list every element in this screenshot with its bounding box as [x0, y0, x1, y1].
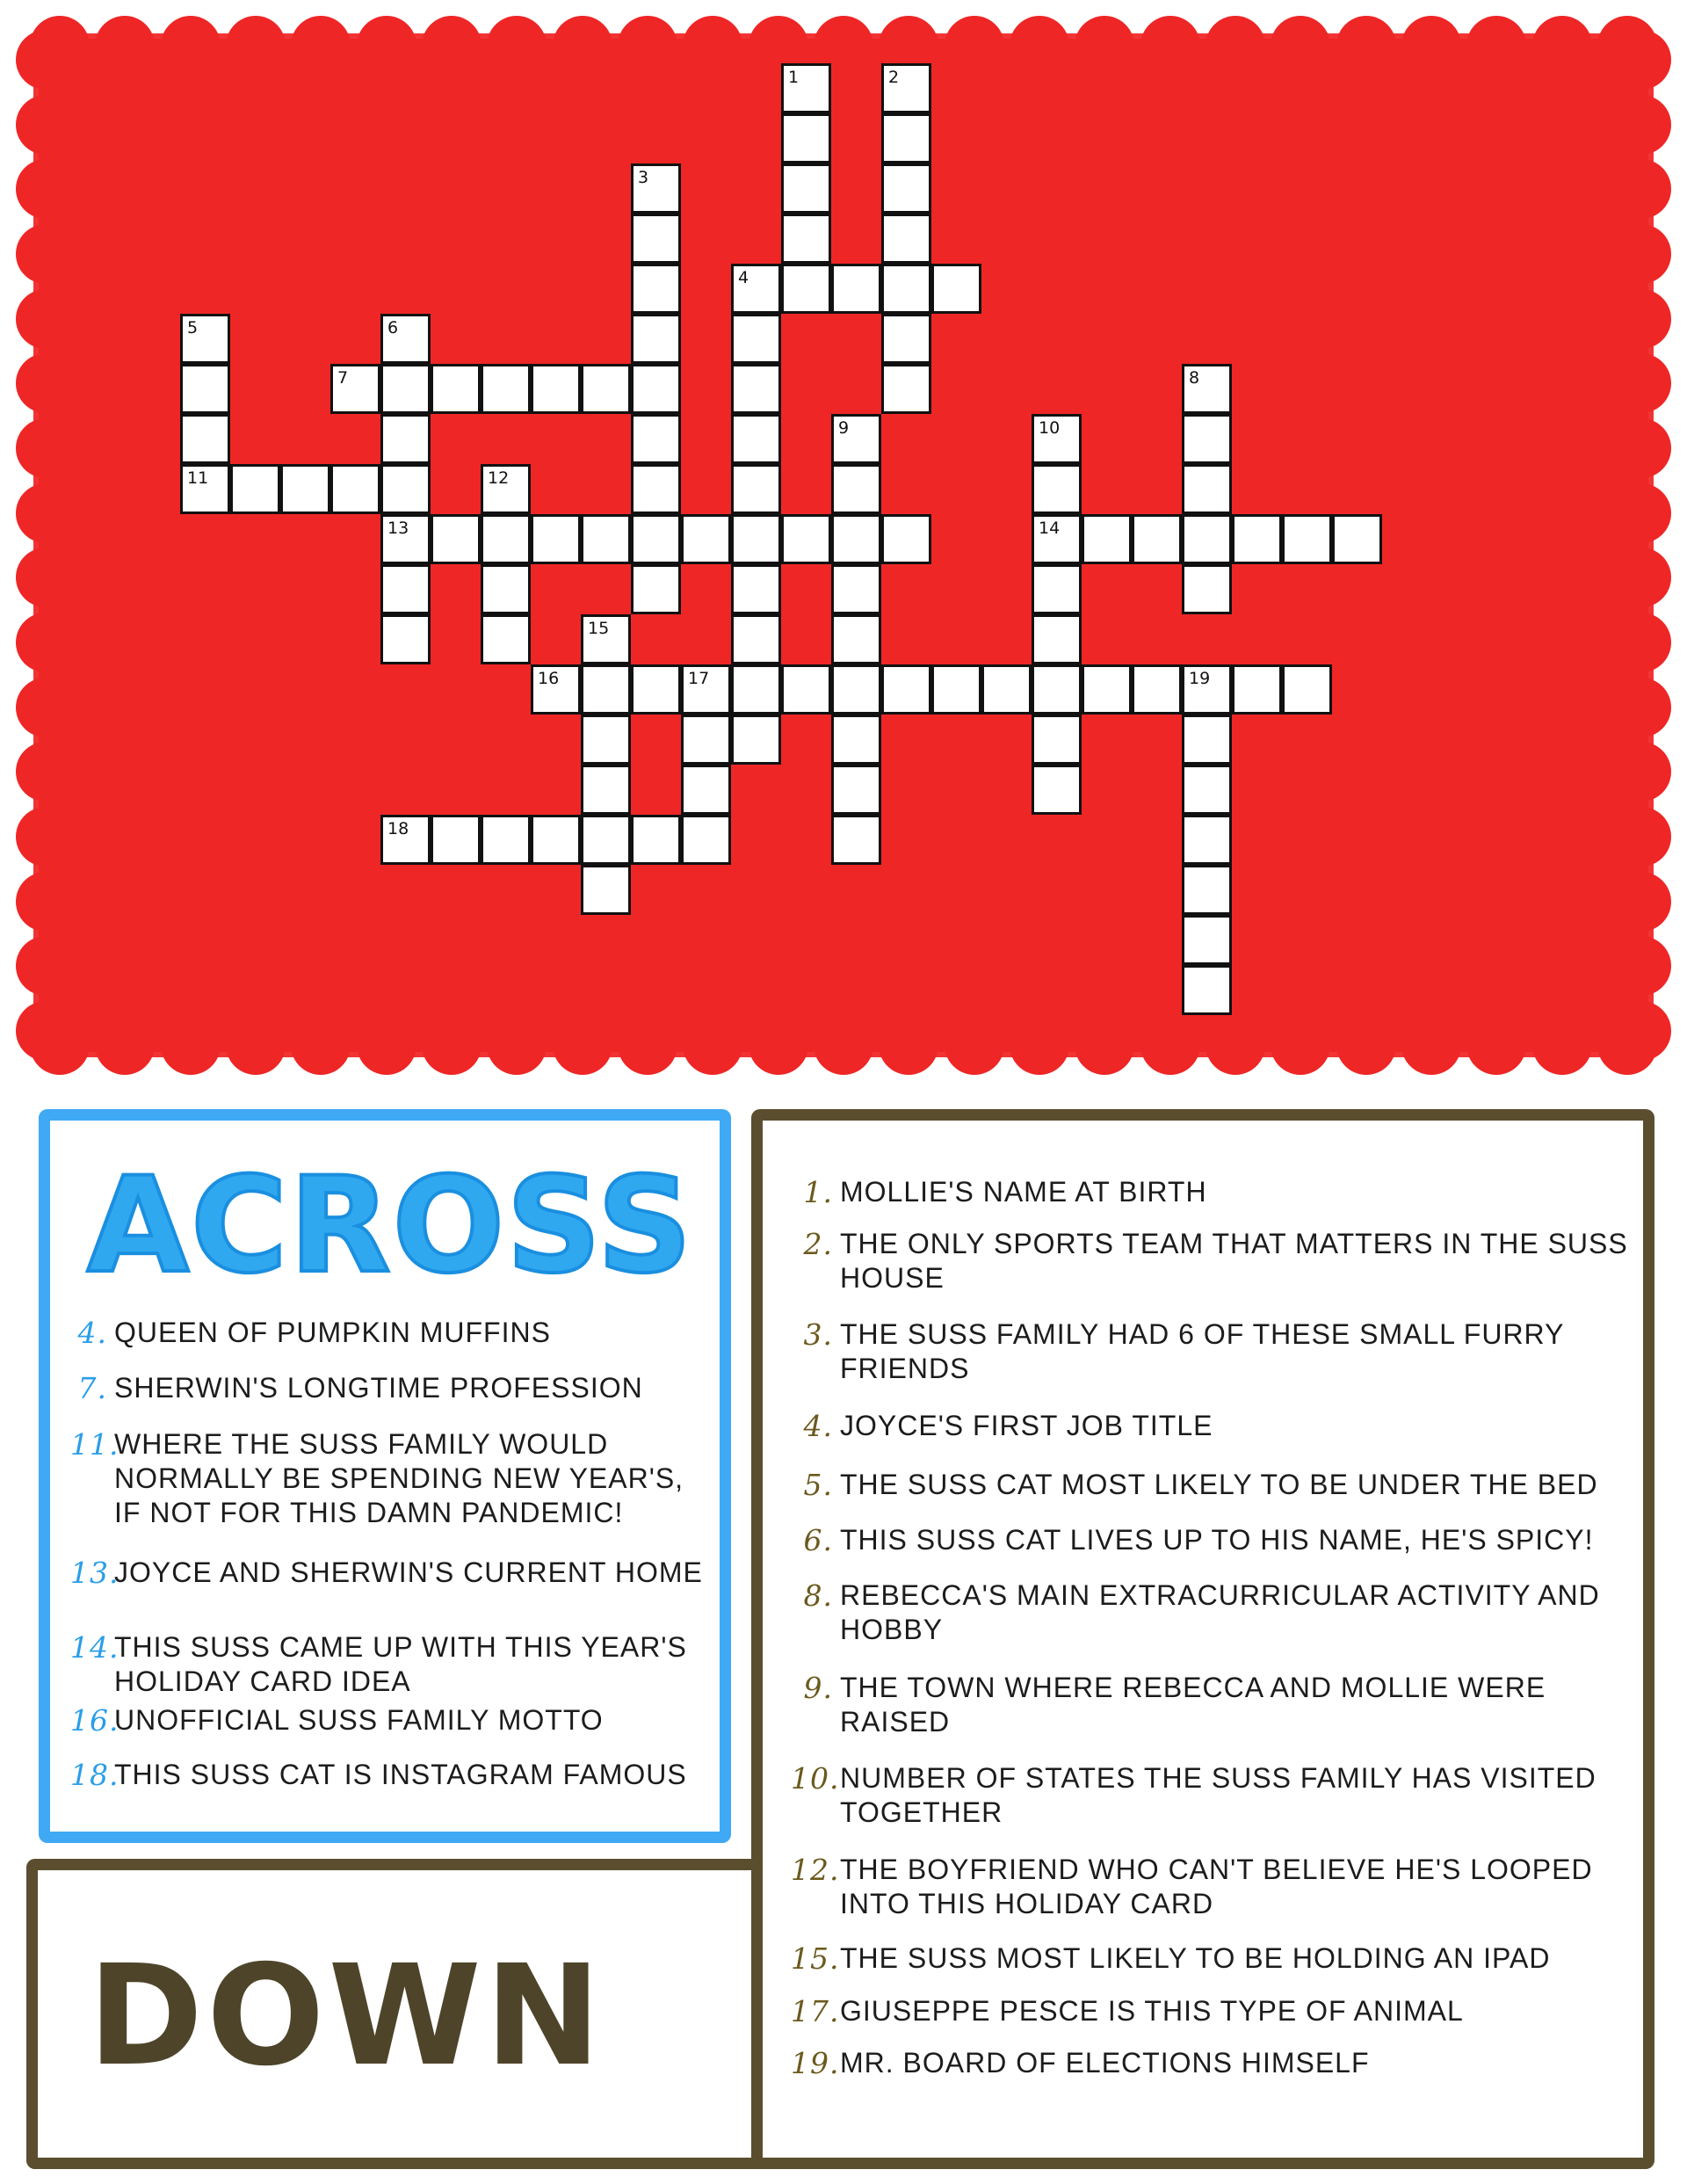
- clue-item: [791, 1994, 1631, 2028]
- crossword-cell[interactable]: [631, 414, 681, 464]
- clue-text: WHERE THE SUSS FAMILY WOULD NORMALLY BE SPENDING NEW YEAR'S, IF NOT FOR THIS DAMN PANDEMIC!: [114, 1428, 684, 1528]
- crossword-cell[interactable]: [481, 614, 531, 664]
- clue-text: THIS SUSS CAME UP WITH THIS YEAR'S HOLIDAY CARD IDEA: [114, 1631, 687, 1697]
- crossword-cell[interactable]: [330, 464, 380, 514]
- clue-number: 2.: [803, 1227, 833, 1261]
- crossword-cell[interactable]: [1182, 664, 1232, 715]
- clue-number: 6.: [803, 1523, 833, 1557]
- cell-number: 14: [1039, 519, 1061, 538]
- crossword-cell[interactable]: [380, 364, 431, 414]
- clue-number: 13.: [70, 1556, 119, 1590]
- cell-number: 11: [187, 468, 209, 488]
- clue-number: 3.: [803, 1317, 833, 1352]
- crossword-cell[interactable]: [531, 664, 581, 715]
- clue-number: 4.: [77, 1316, 107, 1350]
- crossword-cell[interactable]: [731, 514, 781, 564]
- clue-item: [791, 1853, 1631, 1921]
- clue-item: [70, 1703, 703, 1738]
- clue-item: [791, 1523, 1631, 1557]
- clue-text: THE SUSS FAMILY HAD 6 OF THESE SMALL FURRY FRIENDS: [840, 1318, 1564, 1384]
- crossword-cell[interactable]: [931, 664, 981, 715]
- crossword-cell[interactable]: [481, 364, 531, 414]
- crossword-cell[interactable]: [781, 514, 831, 564]
- crossword-cell[interactable]: [831, 564, 881, 614]
- crossword-cell[interactable]: [631, 464, 681, 514]
- crossword-cell[interactable]: [631, 664, 681, 715]
- clue-text: THE TOWN WHERE REBECCA AND MOLLIE WERE RAISED: [840, 1672, 1546, 1738]
- clue-item: [791, 1317, 1631, 1386]
- crossword-cell[interactable]: [681, 514, 731, 564]
- clue-text: JOYCE AND SHERWIN'S CURRENT HOME: [114, 1556, 703, 1588]
- crossword-cell[interactable]: [581, 765, 631, 815]
- clue-item: [791, 1468, 1631, 1502]
- crossword-cell[interactable]: [180, 314, 230, 364]
- crossword-cell[interactable]: [280, 464, 330, 514]
- crossword-cell[interactable]: [831, 464, 881, 514]
- clue-number: 16.: [70, 1703, 119, 1738]
- cell-number: 2: [888, 68, 900, 87]
- crossword-cell[interactable]: [481, 815, 531, 865]
- crossword-cell[interactable]: [631, 364, 681, 414]
- crossword-cell[interactable]: [1032, 514, 1082, 564]
- clue-number: 19.: [791, 2046, 840, 2080]
- crossword-cell[interactable]: [731, 664, 781, 715]
- cell-number: 13: [387, 519, 409, 538]
- cell-number: 7: [337, 368, 349, 388]
- clue-text: THIS SUSS CAT LIVES UP TO HIS NAME, HE'S SPICY!: [840, 1524, 1594, 1556]
- crossword-cell[interactable]: [881, 113, 931, 163]
- crossword-cell[interactable]: [1182, 514, 1232, 564]
- crossword-cell[interactable]: [831, 765, 881, 815]
- clue-item: [70, 1316, 703, 1350]
- crossword-cell[interactable]: [731, 614, 781, 664]
- crossword-cell[interactable]: [631, 264, 681, 314]
- clue-number: 9.: [803, 1671, 833, 1705]
- crossword-grid: [0, 0, 1687, 1063]
- cell-number: 18: [387, 819, 409, 838]
- crossword-cell[interactable]: [1182, 915, 1232, 965]
- crossword-cell[interactable]: [481, 514, 531, 564]
- crossword-cell[interactable]: [881, 214, 931, 264]
- cell-number: 16: [538, 669, 560, 688]
- crossword-cell[interactable]: [1182, 464, 1232, 514]
- crossword-cell[interactable]: [581, 514, 631, 564]
- crossword-cell[interactable]: [1132, 664, 1182, 715]
- cell-number: 19: [1189, 669, 1211, 688]
- cell-number: 8: [1189, 368, 1200, 388]
- crossword-cell[interactable]: [1132, 514, 1182, 564]
- crossword-cell[interactable]: [681, 815, 731, 865]
- crossword-cell[interactable]: [831, 664, 881, 715]
- clue-number: 4.: [803, 1409, 833, 1443]
- cell-number: 15: [588, 619, 610, 638]
- crossword-cell[interactable]: [681, 765, 731, 815]
- crossword-cell[interactable]: [581, 614, 631, 664]
- crossword-cell[interactable]: [1032, 414, 1082, 464]
- crossword-cell[interactable]: [380, 464, 431, 514]
- crossword-cell[interactable]: [781, 264, 831, 314]
- clue-text: THE SUSS CAT MOST LIKELY TO BE UNDER THE BED: [840, 1469, 1598, 1500]
- cell-number: 9: [838, 418, 850, 438]
- crossword-cell[interactable]: [531, 364, 581, 414]
- clue-text: THIS SUSS CAT IS INSTAGRAM FAMOUS: [114, 1759, 687, 1790]
- cell-number: 4: [738, 268, 749, 287]
- clue-item: [70, 1758, 703, 1792]
- crossword-cell[interactable]: [1182, 715, 1232, 765]
- crossword-cell[interactable]: [1182, 965, 1232, 1015]
- clue-number: 18.: [70, 1758, 119, 1792]
- clue-text: NUMBER OF STATES THE SUSS FAMILY HAS VISITED TOGETHER: [840, 1762, 1596, 1828]
- clue-item: [70, 1427, 703, 1530]
- crossword-cell[interactable]: [831, 514, 881, 564]
- cell-number: 12: [488, 468, 510, 488]
- crossword-cell[interactable]: [380, 614, 431, 664]
- clue-item: [791, 1671, 1631, 1739]
- crossword-cell[interactable]: [581, 865, 631, 915]
- crossword-cell[interactable]: [831, 815, 881, 865]
- crossword-cell[interactable]: [1032, 664, 1082, 715]
- clue-text: UNOFFICIAL SUSS FAMILY MOTTO: [114, 1704, 604, 1736]
- crossword-cell[interactable]: [1182, 765, 1232, 815]
- crossword-cell[interactable]: [781, 664, 831, 715]
- crossword-cell[interactable]: [831, 614, 881, 664]
- crossword-cell[interactable]: [1232, 664, 1282, 715]
- crossword-cell[interactable]: [581, 715, 631, 765]
- crossword-cell[interactable]: [431, 514, 481, 564]
- crossword-cell[interactable]: [581, 815, 631, 865]
- crossword-cell[interactable]: [881, 364, 931, 414]
- crossword-cell[interactable]: [380, 414, 431, 464]
- clue-item: [791, 1227, 1631, 1295]
- clue-text: MR. BOARD OF ELECTIONS HIMSELF: [840, 2047, 1370, 2079]
- crossword-cell[interactable]: [881, 264, 931, 314]
- clue-text: QUEEN OF PUMPKIN MUFFINS: [114, 1317, 551, 1348]
- crossword-cell[interactable]: [380, 514, 431, 564]
- crossword-cell[interactable]: [881, 514, 931, 564]
- crossword-cell[interactable]: [631, 163, 681, 214]
- crossword-cell[interactable]: [230, 464, 280, 514]
- crossword-cell[interactable]: [931, 264, 981, 314]
- crossword-cell[interactable]: [330, 364, 380, 414]
- crossword-cell[interactable]: [481, 464, 531, 514]
- clue-text: GIUSEPPE PESCE IS THIS TYPE OF ANIMAL: [840, 1995, 1464, 2027]
- crossword-cell[interactable]: [831, 715, 881, 765]
- cell-number: 6: [387, 318, 399, 337]
- crossword-cell[interactable]: [881, 664, 931, 715]
- crossword-cell[interactable]: [881, 63, 931, 113]
- crossword-cell[interactable]: [1032, 715, 1082, 765]
- crossword-cell[interactable]: [1182, 865, 1232, 915]
- crossword-cell[interactable]: [531, 815, 581, 865]
- crossword-cell[interactable]: [731, 264, 781, 314]
- across-heading: ACROSS: [87, 1150, 694, 1302]
- clue-number: 12.: [791, 1853, 840, 1887]
- crossword-cell[interactable]: [781, 163, 831, 214]
- clue-number: 14.: [70, 1630, 119, 1665]
- cell-number: 17: [688, 669, 710, 688]
- clue-item: [791, 1941, 1631, 1976]
- crossword-cell[interactable]: [180, 414, 230, 464]
- crossword-cell[interactable]: [1032, 464, 1082, 514]
- crossword-cell[interactable]: [681, 715, 731, 765]
- clue-number: 10.: [791, 1761, 840, 1796]
- crossword-cell[interactable]: [731, 715, 781, 765]
- clue-text: SHERWIN'S LONGTIME PROFESSION: [114, 1372, 643, 1404]
- clue-text: MOLLIE'S NAME AT BIRTH: [840, 1176, 1207, 1208]
- clue-text: THE SUSS MOST LIKELY TO BE HOLDING AN IPAD: [840, 1942, 1551, 1974]
- crossword-cell[interactable]: [731, 464, 781, 514]
- crossword-cell[interactable]: [531, 514, 581, 564]
- crossword-cell[interactable]: [1082, 514, 1132, 564]
- crossword-cell[interactable]: [1032, 614, 1082, 664]
- crossword-cell[interactable]: [781, 63, 831, 113]
- crossword-cell[interactable]: [1082, 664, 1132, 715]
- crossword-cell[interactable]: [481, 564, 531, 614]
- crossword-cell[interactable]: [881, 314, 931, 364]
- crossword-cell[interactable]: [731, 564, 781, 614]
- crossword-cell[interactable]: [1032, 564, 1082, 614]
- crossword-cell[interactable]: [180, 464, 230, 514]
- crossword-cell[interactable]: [581, 664, 631, 715]
- clue-number: 7.: [77, 1371, 107, 1405]
- clue-item: [791, 1761, 1631, 1830]
- crossword-cell[interactable]: [881, 163, 931, 214]
- clue-number: 15.: [791, 1941, 840, 1976]
- clue-number: 8.: [803, 1578, 833, 1613]
- crossword-cell[interactable]: [781, 113, 831, 163]
- clue-item: [791, 1578, 1631, 1647]
- down-heading: DOWN: [88, 1935, 605, 2097]
- crossword-cell[interactable]: [1182, 815, 1232, 865]
- crossword-cell[interactable]: [1332, 514, 1382, 564]
- clue-item: [791, 1175, 1631, 1209]
- crossword-cell[interactable]: [631, 314, 681, 364]
- cell-number: 5: [187, 318, 199, 337]
- clue-item: [70, 1371, 703, 1405]
- crossword-cell[interactable]: [380, 564, 431, 614]
- crossword-cell[interactable]: [731, 414, 781, 464]
- crossword-cell[interactable]: [1232, 514, 1282, 564]
- crossword-cell[interactable]: [180, 364, 230, 414]
- clue-number: 5.: [803, 1468, 833, 1502]
- crossword-cell[interactable]: [781, 214, 831, 264]
- crossword-cell[interactable]: [581, 364, 631, 414]
- clue-text: JOYCE'S FIRST JOB TITLE: [840, 1410, 1213, 1441]
- crossword-cell[interactable]: [731, 364, 781, 414]
- cell-number: 1: [788, 68, 800, 87]
- crossword-cell[interactable]: [631, 214, 681, 264]
- crossword-cell[interactable]: [731, 314, 781, 364]
- clue-item: [70, 1556, 703, 1590]
- clue-item: [791, 1409, 1631, 1443]
- cell-number: 3: [638, 168, 649, 187]
- crossword-cell[interactable]: [380, 314, 431, 364]
- crossword-cell[interactable]: [431, 364, 481, 414]
- crossword-cell[interactable]: [1182, 364, 1232, 414]
- clue-text: THE BOYFRIEND WHO CAN'T BELIEVE HE'S LOOPED INTO THIS HOLIDAY CARD: [840, 1854, 1593, 1919]
- crossword-cell[interactable]: [681, 664, 731, 715]
- crossword-cell[interactable]: [431, 815, 481, 865]
- cell-number: 10: [1039, 418, 1061, 438]
- clue-number: 17.: [791, 1994, 840, 2028]
- crossword-cell[interactable]: [1282, 514, 1332, 564]
- crossword-cell[interactable]: [1282, 664, 1332, 715]
- crossword-cell[interactable]: [981, 664, 1032, 715]
- clue-item: [791, 2046, 1631, 2080]
- crossword-cell[interactable]: [1182, 564, 1232, 614]
- crossword-cell[interactable]: [831, 414, 881, 464]
- clue-item: [70, 1630, 703, 1699]
- clue-text: REBECCA'S MAIN EXTRACURRICULAR ACTIVITY AND HOBBY: [840, 1579, 1600, 1645]
- crossword-cell[interactable]: [631, 514, 681, 564]
- crossword-cell[interactable]: [380, 815, 431, 865]
- clue-number: 11.: [70, 1427, 119, 1462]
- clue-text: THE ONLY SPORTS TEAM THAT MATTERS IN THE SUSS HOUSE: [840, 1228, 1628, 1294]
- crossword-cell[interactable]: [831, 264, 881, 314]
- crossword-cell[interactable]: [1032, 765, 1082, 815]
- crossword-cell[interactable]: [631, 815, 681, 865]
- crossword-cell[interactable]: [1182, 414, 1232, 464]
- crossword-cell[interactable]: [631, 564, 681, 614]
- clue-number: 1.: [803, 1175, 833, 1209]
